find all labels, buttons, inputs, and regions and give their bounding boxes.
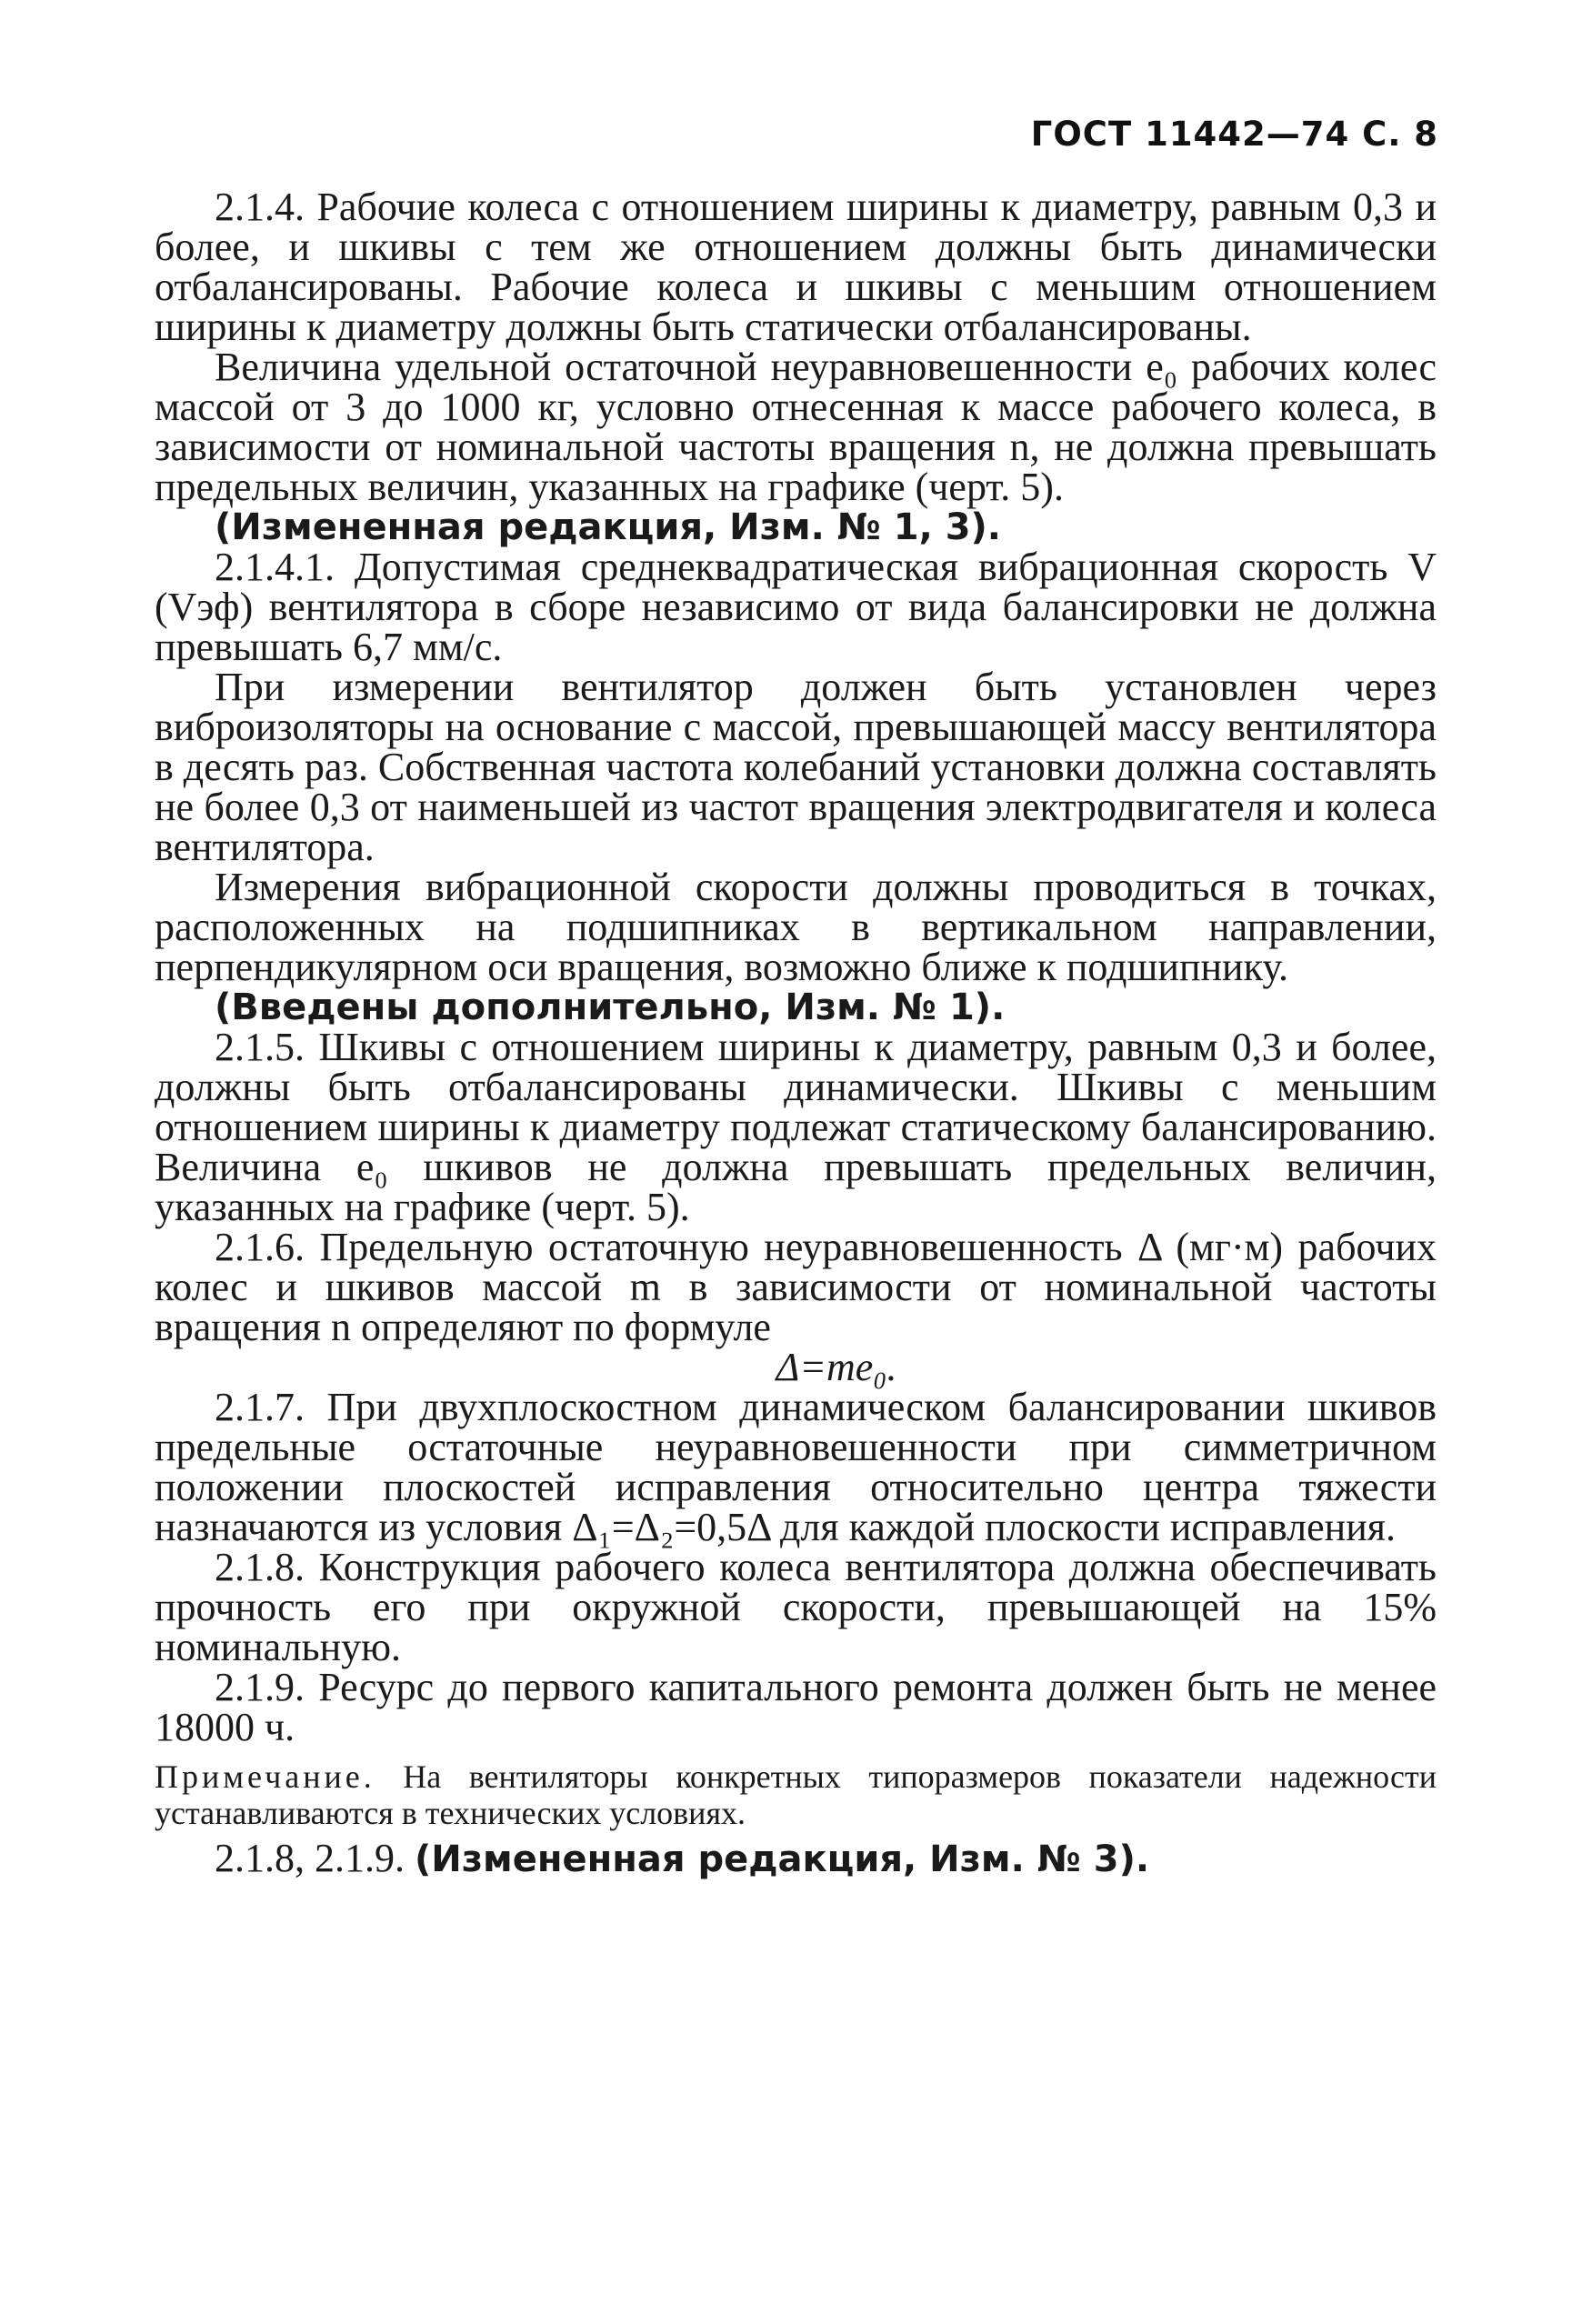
paragraph-2-1-5: 2.1.5. Шкивы с отношением ширины к диаметру, равным 0,3 и более, должны быть отбалансированы динамически. Шкивы с меньшим отношением ширины к диаметру подлежат статическому балансированию. Величина e₀ шкивов не должна превышать предельных величин, указанных на графике (черт. 5). — [155, 1025, 1437, 1229]
paragraph-measurement-setup: При измерении вентилятор должен быть установлен через виброизоляторы на основание с массой, превышающей массу вентилятора в десять раз. Собственная частота колебаний установки должна составлять не более 0,3 от наименьшей из частот вращения электродвигателя и колеса вентилятора. — [155, 665, 1437, 869]
paragraph-2-1-7: 2.1.7. При двухплоскостном динамическом балансировании шкивов предельные остаточные неуравновешенности при симметричном положении плоскостей исправления относительно центра тяжести назначаются из условия Δ₁=Δ₂=0,5Δ для каждой плоскости исправления. — [155, 1385, 1437, 1549]
page-header: ГОСТ 11442—74 С. 8 — [1030, 115, 1438, 154]
paragraph-2-1-9: 2.1.9. Ресурс до первого капитального ремонта должен быть не менее 18000 ч. — [155, 1665, 1437, 1749]
paragraph-residual-unbalance: Величина удельной остаточной неуравновешенности e₀ рабочих колес массой от 3 до 1000 кг, условно отнесенная к массе рабочего колеса, в зависимости от номинальной частоты вращения n, не должна превышать предельных величин, указанных на графике (черт. 5). — [155, 345, 1437, 509]
amendment-note-1: (Измененная редакция, Изм. № 1, 3). — [215, 506, 1001, 548]
final-amendment — [155, 1838, 1437, 1879]
note — [155, 1758, 1437, 1831]
paragraph-2-1-8: 2.1.8. Конструкция рабочего колеса вентилятора должна обеспечивать прочность его при окружной скорости, превышающей на 15% номинальную. — [155, 1545, 1437, 1669]
formula: Δ=me₀. — [776, 1345, 897, 1389]
final-amendment-prefix: 2.1.8, 2.1.9. — [215, 1836, 405, 1880]
final-amendment-text: (Измененная редакция, Изм. № 3). — [415, 1838, 1150, 1880]
note-text: На вентиляторы конкретных типоразмеров показатели надежности устанавливаются в технических условиях. — [155, 1758, 1437, 1831]
paragraph-measurement-points: Измерения вибрационной скорости должны проводиться в точках, расположенных на подшипниках в вертикальном направлении, перпендикулярном оси вращения, возможно ближе к подшипнику. — [155, 865, 1437, 989]
amendment-note-2: (Введены дополнительно, Изм. № 1). — [215, 987, 1006, 1028]
paragraph-2-1-4-1: 2.1.4.1. Допустимая среднеквадратическая вибрационная скорость V (Vэф) вентилятора в сборе независимо от вида балансировки не должна превышать 6,7 мм/с. — [155, 545, 1437, 669]
note-label: Примечание. — [155, 1758, 375, 1795]
paragraph-2-1-4: 2.1.4. Рабочие колеса с отношением ширины к диаметру, равным 0,3 и более, и шкивы с тем же отношением должны быть динамически отбалансированы. Рабочие колеса и шкивы с меньшим отношением ширины к диаметру должны быть статически отбалансированы. — [155, 185, 1437, 349]
paragraph-2-1-6: 2.1.6. Предельную остаточную неуравновешенность Δ (мг·м) рабочих колес и шкивов массой m в зависимости от номинальной частоты вращения n определяют по формуле — [155, 1225, 1437, 1349]
document-body — [155, 187, 1437, 1879]
